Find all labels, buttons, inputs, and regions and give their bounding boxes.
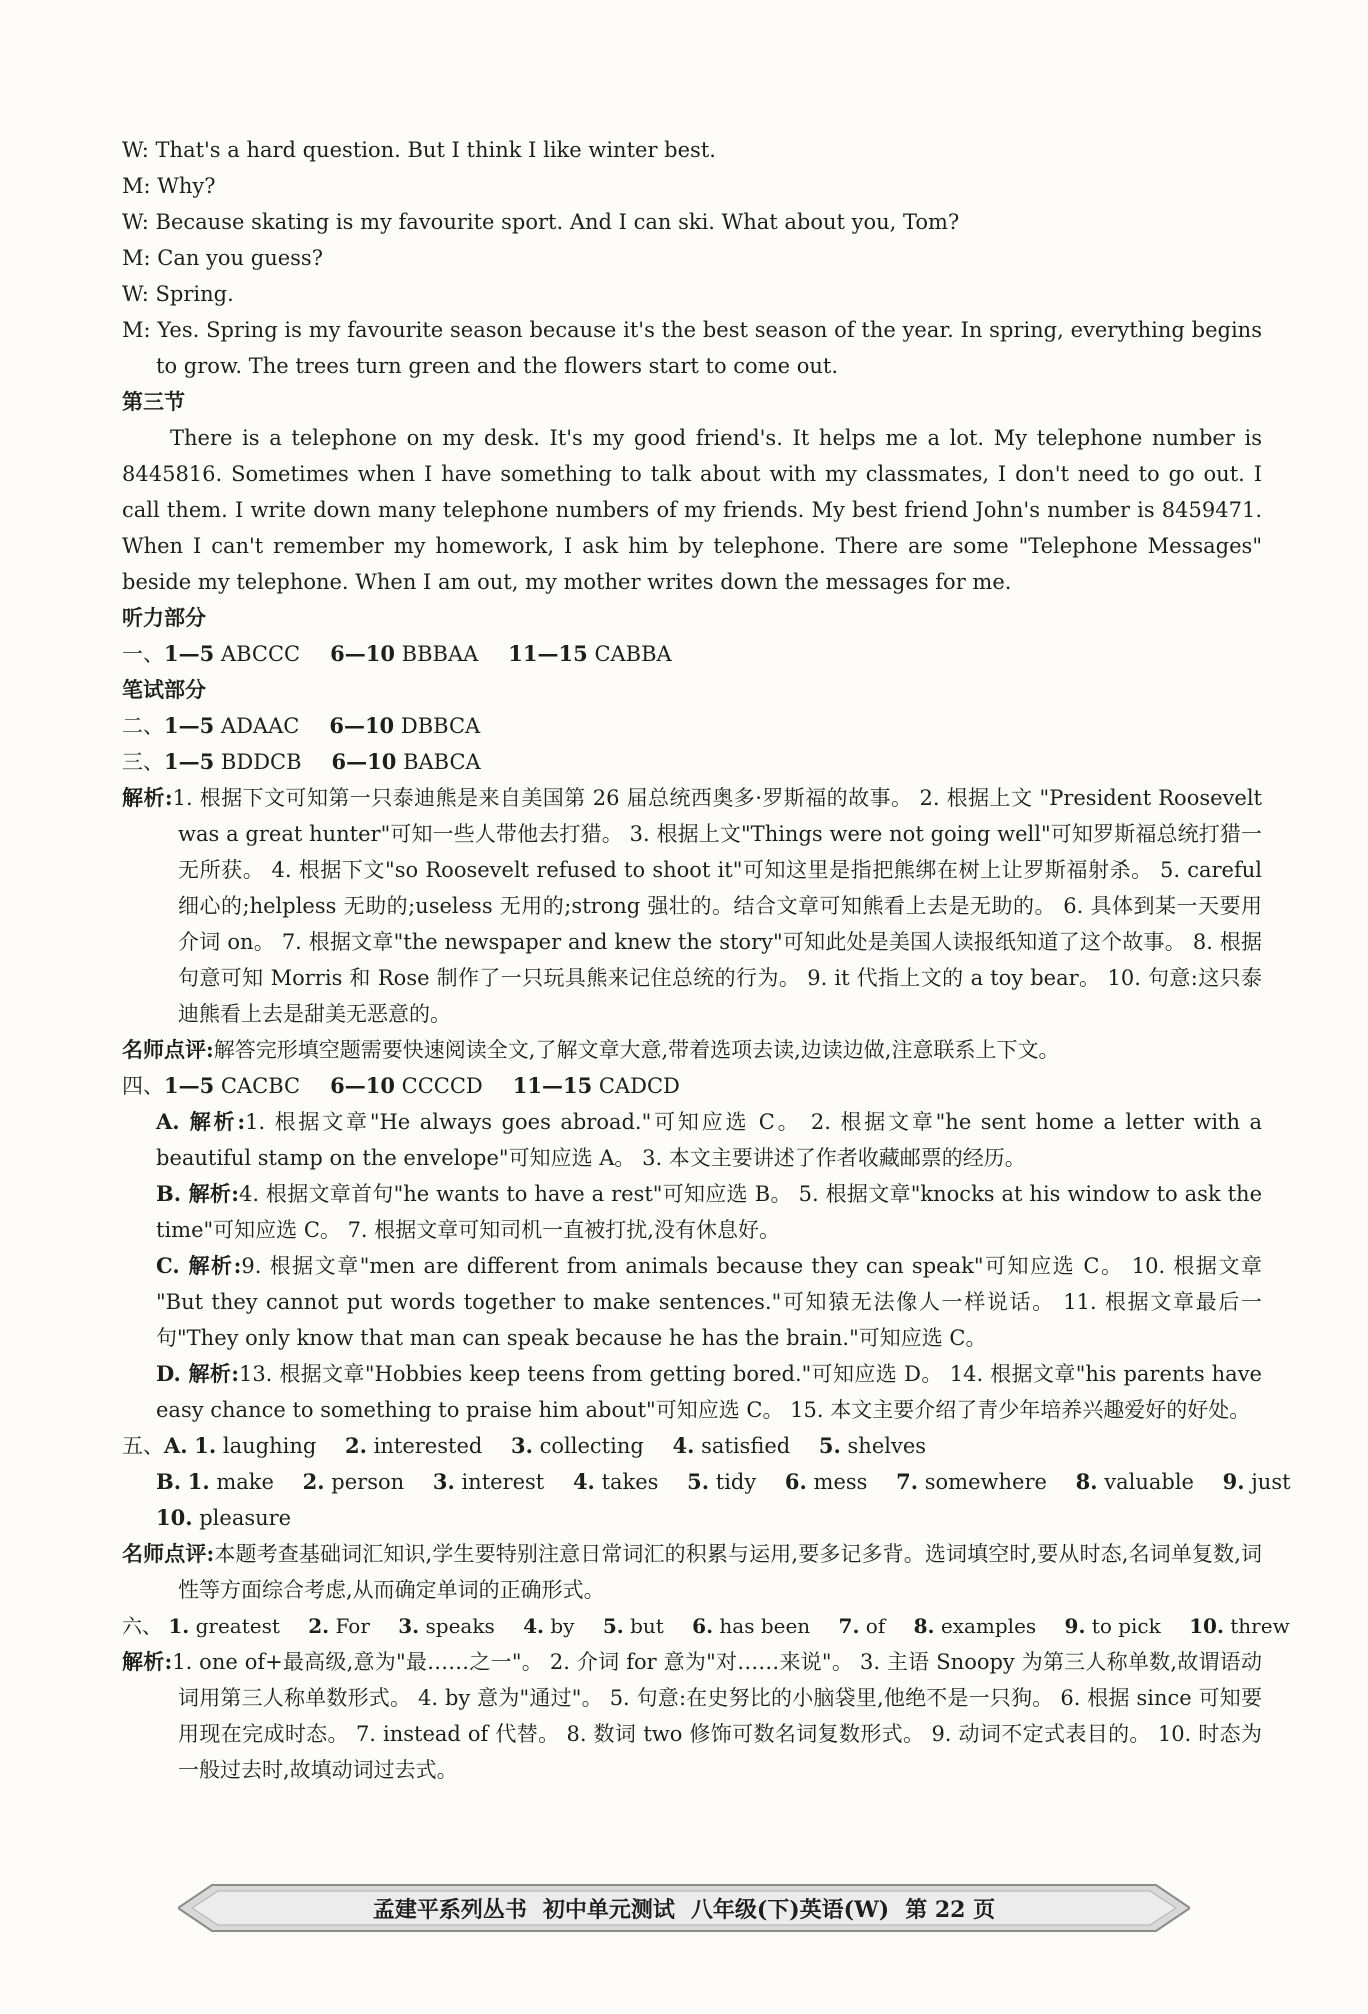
tip-label: 名师点评: (122, 1037, 214, 1062)
series-name: 孟建平系列丛书 (372, 1896, 527, 1923)
listening-heading: 听力部分 (122, 605, 206, 630)
teacher-tip: 名师点评:本题考查基础词汇知识,学生要特别注意日常词汇的积累与运用,要多记多背。选词填空时,要从时态,名词单复数,词性等方面综合考虑,从而确定单词的正确形式。 (122, 1541, 1262, 1602)
analysis-label: 解析: (122, 1649, 173, 1674)
analysis-item: A. 解析:1. 根据文章"He always goes abroad."可知应选 C。 2. 根据文章"he sent home a letter with a beautiful stamp on the envelope"可知应选 A。 3. 本文主要讲述了作者收藏邮票的经历。 (156, 1109, 1262, 1170)
tip-label: 名师点评: (122, 1541, 215, 1566)
part3-answers: 三、1—5 BDDCB 6—10 BABCA (122, 749, 481, 774)
listening-answers: 一、1—5 ABCCC 6—10 BBBAA 11—15 CABBA (122, 641, 672, 666)
part6-answers: 六、 1. greatest 2. For 3. speaks 4. by 5. but 6. has been 7. of 8. examples 9. to pick 10. threw (122, 1614, 1290, 1638)
dialogue-line: M: Why? (122, 174, 216, 198)
page-number: 第 22 页 (905, 1896, 996, 1923)
written-heading: 笔试部分 (122, 677, 206, 702)
speaker: W: (122, 138, 149, 162)
grade-subject: 八年级(下)英语(W) (690, 1896, 890, 1923)
speaker: M: (122, 246, 151, 270)
analysis-item: B. 解析:4. 根据文章首句"he wants to have a rest"可知应选 B。 5. 根据文章"knocks at his window to ask the time"可知应选 C。 7. 根据文章可知司机一直被打扰,没有休息好。 (156, 1181, 1263, 1242)
analysis-block: 解析:1. 根据下文可知第一只泰迪熊是来自美国第 26 届总统西奥多·罗斯福的故事。 2. 根据上文 "President Roosevelt was a great hunter"可知一些人带他去打猎。 3. 根据上文"Things were not going well"可知罗斯福总统打猎一无所获。 4. 根据下文"so Roosevelt refused to shoot it"可知这里是指把熊绑在树上让罗斯福射杀。 5. careful 细心的;helpless 无助的;useless 无用的;strong 强壮的。结合文章可知熊看上去是无助的。 6. 具体到某一天要用介词 on。 7. 根据文章"the newspaper and knew the story"可知此处是美国人读报纸知道了这个故事。 8. 根据句意可知 Morris 和 Rose 制作了一只玩具熊来记住总统的行为。 9. it 代指上文的 a toy bear。 10. 句意:这只泰迪熊看上去是甜美无恶意的。 (122, 785, 1262, 1026)
teacher-tip: 名师点评:解答完形填空题需要快速阅读全文,了解文章大意,带着选项去读,边读边做,注意联系上下文。 (122, 1037, 1060, 1062)
part5-b-answers: B. 1. make 2. person 3. interest 4. takes 5. tidy 6. mess 7. somewhere 8. valuable 9. just (156, 1469, 1291, 1494)
part4-answers: 四、1—5 CACBC 6—10 CCCCD 11—15 CADCD (122, 1073, 680, 1098)
part5-b-answers-cont: 10. pleasure (156, 1505, 292, 1530)
part2-answers: 二、1—5 ADAAC 6—10 DBBCA (122, 713, 481, 738)
dialogue-line: M: Yes. Spring is my favourite season because it's the best season of the year. In spring, everything begins to grow. The trees turn green and the flowers start to come out. (122, 318, 1262, 378)
section-heading: 第三节 (122, 389, 185, 414)
analysis-item: C. 解析:9. 根据文章"men are different from animals because they can speak"可知应选 C。 10. 根据文章 "But they cannot put words together to make sentences."可知猿无法像人一样说话。 11. 根据文章最后一句"They only know that man can speak because he has the brain."可知应选 C。 (156, 1253, 1262, 1350)
footer-banner (178, 1883, 1190, 1933)
part5-a-answers: 五、A. 1. laughing 2. interested 3. collecting 4. satisfied 5. shelves (122, 1433, 927, 1458)
dialogue-line: W: That's a hard question. But I think I like winter best. (122, 138, 716, 162)
passage: There is a telephone on my desk. It's my good friend's. It helps me a lot. My telephone number is 8445816. Sometimes when I have something to talk about with my classmates, I don't need to go out. I call them. I write down many telephone numbers of my friends. My best friend John's number is 8459471. When I can't remember my homework, I ask him by telephone. There are some "Telephone Messages" beside my telephone. When I am out, my mother writes down the messages for me. (122, 426, 1262, 594)
dialogue (122, 132, 1262, 384)
speaker: W: (122, 282, 149, 306)
speaker: M: (122, 174, 151, 198)
answer-page (122, 132, 1291, 1788)
speaker: W: (122, 210, 149, 234)
dialogue-line: W: Spring. (122, 282, 234, 306)
dialogue-line: W: Because skating is my favourite sport. And I can ski. What about you, Tom? (122, 210, 960, 234)
book-title: 初中单元测试 (542, 1896, 675, 1923)
dialogue-line: M: Can you guess? (122, 246, 323, 270)
analysis-label: 解析: (122, 785, 173, 810)
speaker: M: (122, 318, 151, 342)
analysis-block: 解析:1. one of+最高级,意为"最……之一"。 2. 介词 for 意为"对……来说"。 3. 主语 Snoopy 为第三人称单数,故谓语动词用第三人称单数形式。 4. by 意为"通过"。 5. 句意:在史努比的小脑袋里,他绝不是一只狗。 6. 根据 since 可知要用现在完成时态。 7. instead of 代替。 8. 数词 two 修饰可数名词复数形式。 9. 动词不定式表目的。 10. 时态为一般过去时,故填动词过去式。 (122, 1649, 1262, 1782)
analysis-item: D. 解析:13. 根据文章"Hobbies keep teens from getting bored."可知应选 D。 14. 根据文章"his parents have easy chance to something to praise him about"可知应选 C。 15. 本文主要介绍了青少年培养兴趣爱好的好处。 (156, 1361, 1262, 1422)
